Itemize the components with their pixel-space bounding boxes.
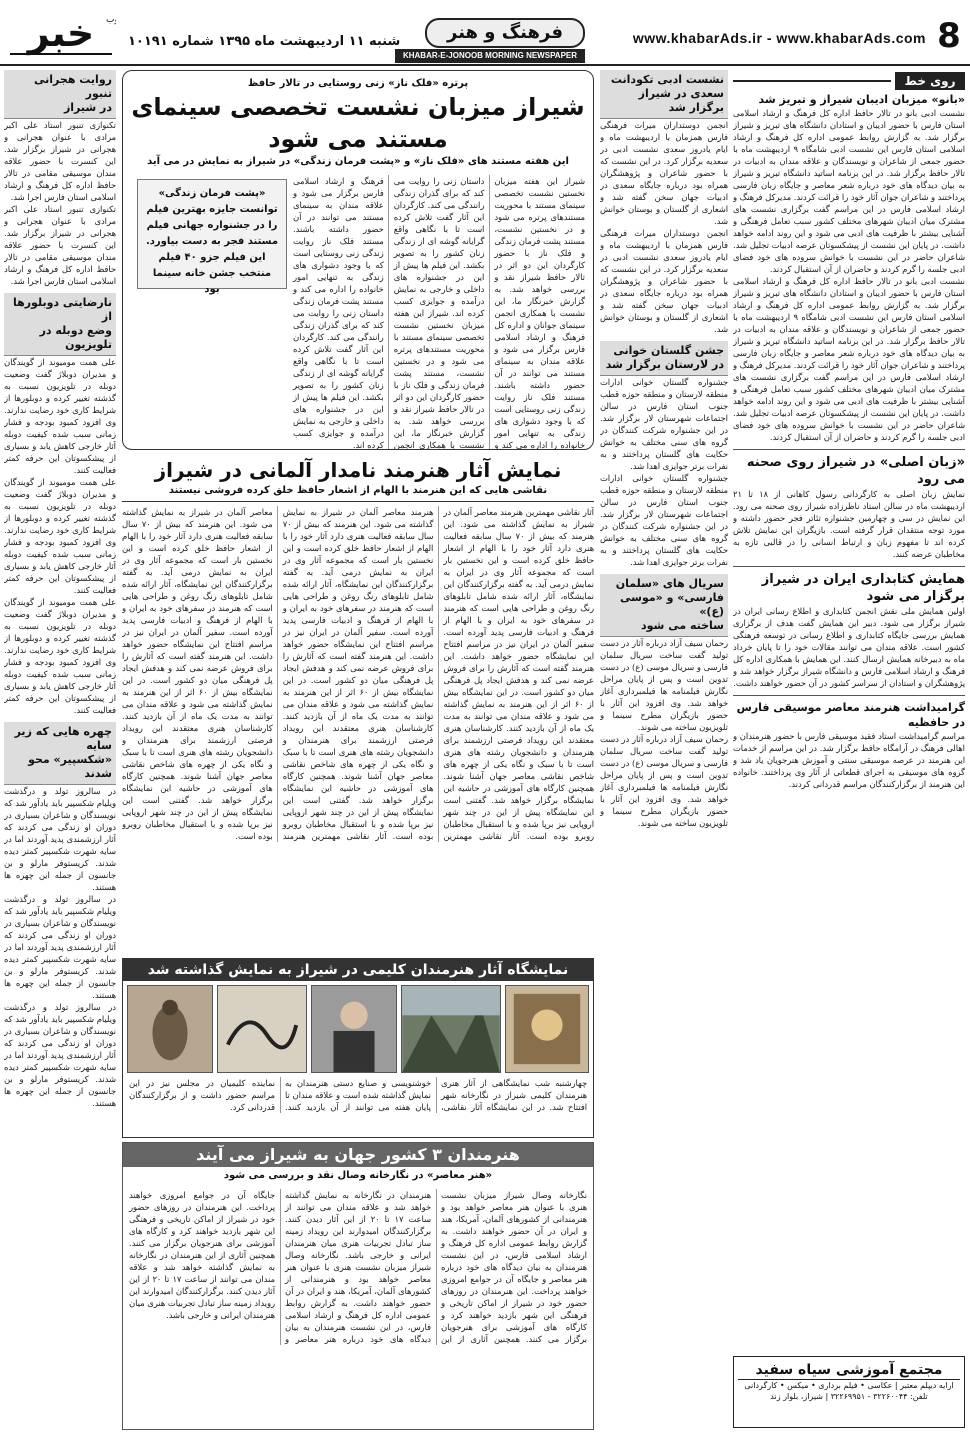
- ad-title: مجتمع آموزشی سیاه سفید: [738, 1361, 960, 1380]
- headline-line: در شیراز: [63, 101, 112, 114]
- news-body: در سالروز تولد و درگذشت ویلیام شکسپیر باید یادآور شد که نویسندگان و شاعران بسیاری در دوران او زندگی می کردند که آثار ارزشمندی پدید آوردند اما در سایه شهرت شکسپیر کمتر دیده شدند. کریستوفر مارلو و بن جانسون از جمله این چهره ها هستند.: [4, 786, 116, 892]
- main-headline: شیراز میزبان نشست تخصصی سینمای مستند می شود: [131, 93, 585, 153]
- fourth-body-text: نگارخانه وصال شیراز میزبان نشست هنری با عنوان هنر معاصر خواهد بود و هنرمندانی از کشورهای آلمان، آمریکا، هند و ایران در آن حضور خواهند داشت. به گزارش روابط عمومی اداره کل فرهنگ و ارشاد اسلامی فارس، در این نشست هنرمندان به بیان دیدگاه های خود درباره هنر معاصر و جایگاه آن در جوامع امروزی خواهند پرداخت. این هنرمندان در روزهای حضور خود در شیراز از اماکن تاریخی و فرهنگی این شهر بازدید خواهند کرد و کارگاه های آموزشی برای هنرجویان برگزار می کنند. همچنین آثاری از این هنرمندان در نگارخانه به نمایش گذاشته خواهد شد و علاقه مندان می توانند از ساعت ۱۷ تا ۲۰ از این آثار دیدن کنند. برگزارکنندگان امیدوارند این رویداد زمینه ساز تبادل تجربیات هنری میان هنرمندان ایرانی و خارجی باشد.: [285, 1190, 587, 1344]
- news-item: [600, 574, 728, 829]
- news-body: تکنوازی تنبور استاد علی اکبر مرادی با عنوان هجرانی و هجرانی در شیراز برگزار شد. این کنسرت با حضور علاقه مندان موسیقی مقامی در تالار حافظ اداره کل فرهنگ و ارشاد اسلامی استان فارس اجرا شد.: [4, 120, 116, 202]
- section-tag: [733, 70, 965, 92]
- left-column: [4, 70, 116, 1430]
- main-body: [293, 175, 585, 450]
- issue-date: شنبه ۱۱ اردیبهشت ماه ۱۳۹۵ شماره ۱۰۱۹۱: [128, 34, 401, 49]
- main-story: [122, 70, 594, 450]
- news-body: اولین همایش ملی نقش انجمن کتابداری و اطلاع رسانی ایران در شیراز برگزار می شود. دبیر این همایش گفت هدف از برگزاری همایش بررسی جایگاه کتابداری و اطلاع رسانی در توسعه فرهنگی کشور است. علاقه مندان می توانند مقالات خود را تا پایان خرداد ماه به دبیرخانه همایش ارسال کنند. این همایش با همکاری اداره کل فرهنگ و ارشاد اسلامی فارس و دانشگاه شیراز برگزار خواهد شد و پژوهشگران و استادان از سراسر کشور در آن حضور خواهند داشت.: [733, 606, 965, 688]
- news-item: [4, 70, 116, 287]
- news-headline: [600, 341, 728, 376]
- logo-graphic: [6, 6, 116, 60]
- news-item: [733, 454, 965, 560]
- second-body-text-cont: آثار نقاشی مهمترین هنرمند معاصر آلمان در شیراز به نمایش گذاشته می شود. این هنرمند که بیش از ۷۰ سال سابقه فعالیت هنری دارد آثار خود را با الهام از اشعار حافظ خلق کرده است و این نخستین بار است که مجموعه آثار وی در ایران به نمایش درمی آید. به گفته برگزارکنندگان این نمایشگاه، آثار ارائه شده شامل تابلوهای رنگ روغن و طراحی هایی است که هنرمند در سفرهای خود به ایران و با الهام از فرهنگ و ادبیات فارسی پدید آورده است. سفیر آلمان در ایران نیز در مراسم افتتاح این نمایشگاه حضور خواهد داشت. این هنرمند گفته است که آثارش را برای فروش عرضه نمی کند و هدفش ایجاد پل فرهنگی میان دو کشور است. در این نمایشگاه بیش از ۶۰ اثر از این هنرمند به نمایش گذاشته می شود و علاقه مندان می توانند به مدت یک ماه از آن بازدید کنند. کارشناسان هنری معتقدند این رویداد فرصتی ارزشمند برای هنرمندان و دانشجویان رشته های هنری است تا با سبک و نگاه یکی از چهره های شاخص نقاشی معاصر جهان آشنا شوند. همچنین کارگاه های آموزشی در حاشیه این نمایشگاه برگزار خواهد شد. گفتنی است این نمایشگاه پیش از این در چند شهر اروپایی نیز برپا شده و با استقبال مخاطبان روبرو بوده است.: [282, 507, 520, 841]
- artist-portrait-photo: [311, 985, 397, 1073]
- news-item: [733, 92, 965, 443]
- news-item: [4, 722, 116, 1109]
- section-title: فرهنگ و هنر: [425, 18, 585, 48]
- news-headline: «بانو» میزبان ادیبان شیراز و تبریز شد: [758, 93, 965, 106]
- second-story: [122, 456, 594, 956]
- landscape-painting-photo: [401, 985, 501, 1073]
- website-links[interactable]: www.khabarAds.ir - www.khabarAds.com: [632, 30, 926, 46]
- headline-line: چهره هایی که زیر سایه: [14, 725, 112, 752]
- advertisement[interactable]: [733, 1356, 965, 1428]
- news-body-cont2: در سالروز تولد و درگذشت ویلیام شکسپیر باید یادآور شد که نویسندگان و شاعران بسیاری در دوران او زندگی می کردند که آثار ارزشمندی پدید آوردند اما در سایه شهرت شکسپیر کمتر دیده شدند. کریستوفر مارلو و بن جانسون از جمله این چهره ها هستند.: [4, 1002, 116, 1108]
- news-body: علی همت مومیوند از گویندگان و مدیران دوبلاژ گفت وضعیت دوبله در تلویزیون نسبت به گذشته تغییر کرده و دوبلورها از شرایط کاری خود رضایت ندارند. وی افزود کمبود بودجه و فشار زمانی سبب شده کیفیت دوبله آثار خارجی کاهش یابد و بسیاری از پیشکسوتان این حرفه کمتر فعالیت کنند.: [4, 357, 116, 475]
- center-area: [122, 70, 594, 1430]
- fourth-body: [129, 1189, 587, 1345]
- second-headline: نمایش آثار هنرمند نامدار آلمانی در شیراز: [154, 458, 562, 482]
- pull-quote: «پشت فرمان زندگی» توانست جایزه بهترین فیلم را در جشنواره جهانی فیلم مستند فجر به دست بیاورد. این فیلم جزو ۴۰ فیلم منتخب جشن خانه سینما بود: [137, 179, 287, 289]
- news-headline: [4, 293, 116, 356]
- ad-services: ارایه دیپلم معتبر | عکاسی • فیلم برداری • میکس • کارگردانی: [744, 1381, 954, 1390]
- main-body-text-cont: شیراز این هفته میزبان نخستین نشست تخصصی سینمای مستند با محوریت مستندهای پرتره می شود و در نخستین نشست، مستند پشت فرمان زندگی و فلک ناز با حضور کارگردان این دو اثر در تالار حافظ شیراز نقد و بررسی خواهد شد. به گزارش خبرنگار ما، این نشست با همکاری انجمن فرهنگ و ارشاد اسلامی فارس برگزار می شود و علاقه مندان به سینمای مستند می توانند در آن حضور داشته باشند. مستند فلک ناز روایت زندگی زنی روستایی است که با وجود دشواری های زندگی به تنهایی امور خانواده را اداره می کند و مستند پشت فرمان زندگی داستان زنی را روایت می کند که برای گذران زندگی رانندگی می کند. کارگردان این آثار گفت تلاش کرده است تا با نگاهی واقع گرایانه گوشه ای از زندگی زنان کشور را به تصویر بکشد. این فیلم ها پیش از این در جشنواره های داخلی و خارجی به نمایش درآمده و جوایزی کسب کرده اند.: [293, 176, 485, 450]
- logo-wordmark: خبر: [27, 11, 95, 55]
- gallery-body: [123, 1075, 593, 1115]
- news-body-cont2: علی همت مومیوند از گویندگان و مدیران دوبلاژ گفت وضعیت دوبله در تلویزیون نسبت به گذشته تغییر کرده و دوبلورها از شرایط کاری خود رضایت ندارند. وی افزود کمبود بودجه و فشار زمانی سبب شده کیفیت دوبله آثار خارجی کاهش یابد و بسیاری از پیشکسوتان این حرفه کمتر فعالیت کنند.: [4, 597, 116, 715]
- news-headline: [600, 70, 728, 119]
- main-kicker: پرتره «فلک ناز» زنی روستایی در تالار حافظ: [247, 78, 469, 89]
- news-headline: گرامیداشت هنرمند معاصر موسیقی فارس در حافظیه: [736, 701, 965, 729]
- gallery-story: [122, 958, 594, 1138]
- news-body-cont: جشنواره گلستان خوانی ادارات منطقه لارستان و منطقه حوزه قطب جنوب استان فارس در سالن اجتماعات شهرستان لار برگزار شد. در این جشنواره شرکت کنندگان در گروه های سنی مختلف به خوانش حکایت های گلستان پرداختند و به نفرات برتر جوایزی اهدا شد.: [600, 473, 728, 567]
- calligraphy-photo: [217, 985, 307, 1073]
- masthead: [0, 0, 970, 66]
- fourth-body-text-cont: نگارخانه وصال شیراز میزبان نشست هنری با عنوان هنر معاصر خواهد بود و هنرمندانی از کشورهای آلمان، آمریکا، هند و ایران در آن حضور خواهند داشت. به گزارش روابط عمومی اداره کل فرهنگ و ارشاد اسلامی فارس، در این نشست هنرمندان به بیان دیدگاه های خود درباره هنر معاصر و جایگاه آن در جوامع امروزی خواهند پرداخت. این هنرمندان در روزهای حضور خود در شیراز از اماکن تاریخی و فرهنگی این شهر بازدید خواهند کرد و کارگاه های آموزشی برای هنرجویان برگزار می کنند. همچنین آثاری از این هنرمندان در نگارخانه به نمایش گذاشته خواهد شد و علاقه مندان می توانند از ساعت ۱۷ تا ۲۰ از این آثار دیدن کنند. برگزارکنندگان امیدوارند این رویداد زمینه ساز تبادل تجربیات هنری میان هنرمندان ایرانی و خارجی باشد.: [129, 1190, 431, 1344]
- headline-line: نشست ادبی تکودانت: [610, 73, 724, 86]
- news-body: نمایش زبان اصلی به کارگردانی رسول کاهانی از ۱۸ تا ۲۱ اردیبهشت ماه در سالن استاد ناظرزاده شیراز روی صحنه می رود. این نمایش در سی و چهارمین جشنواره تئاتر فجر حضور داشته و مورد توجه منتقدان قرار گرفته است. بازیگران این نمایش تلاش کرده اند تا مفهوم زبان و ارتباط انسانی را در قالبی تازه به مخاطبان عرضه کنند.: [733, 489, 965, 559]
- fourth-subhead: «هنر معاصر» در نگارخانه وصال نقد و بررسی می شود: [223, 1170, 493, 1181]
- second-body-text: آثار نقاشی مهمترین هنرمند معاصر آلمان در شیراز به نمایش گذاشته می شود. این هنرمند که بیش از ۷۰ سال سابقه فعالیت هنری دارد آثار خود را با الهام از اشعار حافظ خلق کرده است و این نخستین بار است که مجموعه آثار وی در ایران به نمایش درمی آید. به گفته برگزارکنندگان این نمایشگاه، آثار ارائه شده شامل تابلوهای رنگ روغن و طراحی هایی است که هنرمند در سفرهای خود به ایران و با الهام از فرهنگ و ادبیات فارسی پدید آورده است. سفیر آلمان در ایران نیز در مراسم افتتاح این نمایشگاه حضور خواهد داشت. این هنرمند گفته است که آثارش را برای فروش عرضه نمی کند و هدفش ایجاد پل فرهنگی میان دو کشور است. در این نمایشگاه بیش از ۶۰ اثر از این هنرمند به نمایش گذاشته می شود و علاقه مندان می توانند به مدت یک ماه از آن بازدید کنند. کارشناسان هنری معتقدند این رویداد فرصتی ارزشمند برای هنرمندان و دانشجویان رشته های هنری است تا با سبک و نگاه یکی از چهره های شاخص نقاشی معاصر جهان آشنا شوند. همچنین کارگاه های آموزشی در حاشیه این نمایشگاه برگزار خواهد شد. گفتنی است این نمایشگاه پیش از این در چند شهر اروپایی نیز برپا شده و با استقبال مخاطبان روبرو بوده است.: [443, 507, 594, 841]
- photo-strip: [123, 985, 593, 1075]
- second-subhead: نقاشی هایی که این هنرمند با الهام از اشعار حافظ خلق کرده فروشی نیستند: [122, 484, 594, 502]
- divider: [733, 449, 965, 450]
- headline-line: فارسی» و «موسی (ع)»: [620, 591, 724, 618]
- news-headline: [4, 722, 116, 785]
- news-item: [733, 700, 965, 790]
- news-item: [733, 571, 965, 689]
- ad-contact: تلفن: ۳۲۲۶۰۰۴۴ - ۳۲۲۶۹۹۵۱ | شیراز، بلوار زند: [770, 1392, 928, 1401]
- news-body: مراسم گرامیداشت استاد فقید موسیقی فارس با حضور هنرمندان و اهالی فرهنگ در آرامگاه حافظ برگزار شد. در این مراسم از خدمات این هنرمند در عرصه موسیقی سنتی و آموزش هنرجویان یاد شد و گروه های موسیقی به اجرای قطعاتی از آثار وی پرداختند. خانواده این هنرمند از برگزارکنندگان مراسم قدردانی کردند.: [733, 731, 965, 789]
- headline-line: وضع دوبله در تلویزیون: [39, 324, 112, 351]
- headline-line: «شکسپیر» محو شدند: [28, 753, 112, 780]
- second-body: [122, 506, 594, 842]
- news-headline: همایش کتابداری ایران در شیراز برگزار می شود: [761, 572, 965, 604]
- news-item: [600, 70, 728, 335]
- news-body: انجمن دوستداران میراث فرهنگی فارس همزمان با اردیبهشت ماه و ایام یادروز سعدی نشست ادبی در سعدیه برگزار کرد. در این نشست که با حضور شاعران و پژوهشگران همراه بود درباره جایگاه سعدی در ادبیات جهان سخن گفته شد و اشعاری از گلستان و بوستان خوانش شد.: [600, 120, 728, 226]
- headline-line: نارضایتی دوبلورها از: [12, 296, 112, 323]
- main-body-text: شیراز این هفته میزبان نخستین نشست تخصصی سینمای مستند با محوریت مستندهای پرتره می شود و در نخستین نشست، مستند پشت فرمان زندگی و فلک ناز با حضور کارگردان این دو اثر در تالار حافظ شیراز نقد و بررسی خواهد شد. به گزارش خبرنگار ما، این نشست با همکاری انجمن سینمای جوانان و اداره کل فرهنگ و ارشاد اسلامی فارس برگزار می شود و علاقه مندان به سینمای مستند می توانند در آن حضور داشته باشند. مستند فلک ناز روایت زندگی زنی روستایی است که با وجود دشواری های زندگی به تنهایی امور خانواده را اداره می کند و داستان زنی را روایت می کند که برای گذران زندگی رانندگی می کند. کارگردان این آثار گفت تلاش کرده است تا با نگاهی واقع گرایانه گوشه ای از زندگی زنان کشور را به تصویر بکشد. این فیلم ها پیش از این در جشنواره های داخلی و خارجی به نمایش درآمده و جوایزی کسب کرده اند.: [393, 176, 585, 450]
- divider: [733, 566, 965, 567]
- fourth-headline: هنرمندان ۳ کشور جهان به شیراز می آیند: [123, 1143, 593, 1167]
- section-tag-label: روی خط: [895, 72, 965, 90]
- right-column-2: [600, 70, 728, 1430]
- news-body: رحمان سیف آزاد درباره آثار در دست تولید گفت ساخت سریال سلمان فارسی و سریال موسی (ع) در دست تدوین است و پس از پایان مراحل نگارش فیلمنامه ها فیلمبرداری آغاز خواهد شد. وی افزود این آثار با حضور بازیگران مطرح سینما و تلویزیون ساخته می شوند.: [600, 638, 728, 732]
- headline-line: جشن گلستان خوانی: [613, 344, 724, 357]
- right-column: [733, 70, 965, 1430]
- headline-line: سریال های «سلمان: [615, 577, 724, 590]
- news-body-cont: تکنوازی تنبور استاد علی اکبر مرادی با عنوان هجرانی و هجرانی در شیراز برگزار شد. این کنسرت با حضور علاقه مندان موسیقی مقامی در تالار حافظ اداره کل فرهنگ و ارشاد اسلامی استان فارس اجرا شد.: [4, 204, 116, 286]
- fourth-story: [122, 1142, 594, 1430]
- news-body-cont: رحمان سیف آزاد درباره آثار در دست تولید گفت ساخت سریال سلمان فارسی و سریال موسی (ع) در دست تدوین است و پس از پایان مراحل نگارش فیلمنامه ها فیلمبرداری آغاز خواهد شد. وی افزود این آثار با حضور بازیگران مطرح سینما و تلویزیون ساخته می شوند.: [600, 734, 728, 828]
- news-body-cont: در سالروز تولد و درگذشت ویلیام شکسپیر باید یادآور شد که نویسندگان و شاعران بسیاری در دوران او زندگی می کردند که آثار ارزشمندی پدید آوردند اما در سایه شهرت شکسپیر کمتر دیده شدند. کریستوفر مارلو و بن جانسون از جمله این چهره ها هستند.: [4, 894, 116, 1000]
- news-body: جشنواره گلستان خوانی ادارات منطقه لارستان و منطقه حوزه قطب جنوب استان فارس در سالن اجتماعات شهرستان لار برگزار شد. در این جشنواره شرکت کنندگان در گروه های سنی مختلف به خوانش حکایت های گلستان پرداختند و به نفرات برتر جوایزی اهدا شد.: [600, 377, 728, 471]
- news-item: [4, 293, 116, 716]
- second-body-text-cont2: آثار نقاشی مهمترین هنرمند معاصر آلمان در شیراز به نمایش گذاشته می شود. این هنرمند که بیش از ۷۰ سال سابقه فعالیت هنری دارد آثار خود را با الهام از اشعار حافظ خلق کرده است و این نخستین بار است که مجموعه آثار وی در ایران به نمایش درمی آید. به گفته برگزارکنندگان این نمایشگاه، آثار ارائه شده شامل تابلوهای رنگ روغن و طراحی هایی است که هنرمند در سفرهای خود به ایران و با الهام از فرهنگ و ادبیات فارسی پدید آورده است. سفیر آلمان در ایران نیز در مراسم افتتاح این نمایشگاه حضور خواهد داشت. این هنرمند گفته است که آثارش را برای فروش عرضه نمی کند و هدفش ایجاد پل فرهنگی میان دو کشور است. در این نمایشگاه بیش از ۶۰ اثر از این هنرمند به نمایش گذاشته می شود و علاقه مندان می توانند به مدت یک ماه از آن بازدید کنند. کارشناسان هنری معتقدند این رویداد فرصتی ارزشمند برای هنرمندان و دانشجویان رشته های هنری است تا با سبک و نگاه یکی از چهره های شاخص نقاشی معاصر جهان آشنا شوند. همچنین کارگاه های آموزشی در حاشیه این نمایشگاه برگزار خواهد شد. گفتنی است این نمایشگاه پیش از این در چند شهر اروپایی نیز برپا شده و با استقبال مخاطبان روبرو بوده است.: [122, 507, 387, 841]
- english-subtitle-bar: KHABAR-E-JONOOB MORNING NEWSPAPER: [395, 49, 585, 63]
- news-body-cont: انجمن دوستداران میراث فرهنگی فارس همزمان با اردیبهشت ماه و ایام یادروز سعدی نشست ادبی در سعدیه برگزار کرد. در این نشست که با حضور شاعران و پژوهشگران همراه بود درباره جایگاه سعدی در ادبیات جهان سخن گفته شد و اشعاری از گلستان و بوستان خوانش شد.: [600, 228, 728, 334]
- divider: [733, 695, 965, 696]
- main-subhead: این هفته مستند های «فلک ناز» و «پشت فرمان زندگی» در شیراز به نمایش در می آید: [147, 156, 569, 167]
- headline-line: سعدی در شیراز برگزار شد: [638, 87, 724, 114]
- bird-painting-photo: [127, 985, 213, 1073]
- news-headline: «زبان اصلی» در شیراز روی صحنه می رود: [746, 455, 965, 487]
- logo-sub: ب: [106, 15, 115, 25]
- news-body: نشست ادبی بانو در تالار حافظ اداره کل فرهنگ و ارشاد اسلامی استان فارس با حضور ادیبان و استادان دانشگاه های تبریز و شیراز برگزار شد. به گزارش روابط عمومی اداره کل فرهنگ و ارشاد اسلامی استان فارس این نشست ادبی شامگاه ۹ اردیبهشت ماه با حضور جمعی از شاعران و نویسندگان و علاقه مندان به ادبیات در تالار حافظ برگزار شد. در این برنامه اساتید دانشگاه تبریز و شیراز به بیان دیدگاه های خود درباره شعر معاصر و جایگاه زبان فارسی پرداختند و شاعران جوان آثار خود را قرائت کردند. مدیرکل فرهنگ و ارشاد اسلامی فارس در این مراسم گفت برگزاری نشست های مشترک میان ادیبان شهرهای مختلف کشور سبب تعامل فرهنگی و آشنایی بیشتر با ظرفیت های ادبی می شود و این روند ادامه خواهد داشت. در پایان این نشست از پیشکسوتان عرصه ادبیات تجلیل شد. شاعران حاضر در این نشست با خوانش سروده های خود فضای ادبی جلسه را گرم کردند و حاضران از آن استقبال کردند.: [733, 108, 965, 274]
- divider: [733, 80, 891, 82]
- headline-line: ساخته می شود: [641, 619, 724, 632]
- page-number: 8: [937, 16, 961, 56]
- painting-photo: [505, 985, 589, 1073]
- headline-line: در لارستان برگزار شد: [605, 358, 724, 371]
- gallery-body-text: چهارشنبه شب نمایشگاهی از آثار هنری هنرمندان کلیمی شیراز در نگارخانه شهر افتتاح شد. در این نمایشگاه آثار نقاشی، خوشنویسی و صنایع دستی هنرمندان به نمایش گذاشته شده است و علاقه مندان تا پایان هفته می توانند از آن بازدید کنند. نماینده کلیمیان در مجلس نیز در این مراسم حضور داشت و از برگزارکنندگان قدردانی کرد.: [129, 1078, 587, 1112]
- news-body-cont: نشست ادبی بانو در تالار حافظ اداره کل فرهنگ و ارشاد اسلامی استان فارس با حضور ادیبان و استادان دانشگاه های تبریز و شیراز برگزار شد. به گزارش روابط عمومی اداره کل فرهنگ و ارشاد اسلامی استان فارس این نشست ادبی شامگاه ۹ اردیبهشت ماه با حضور جمعی از شاعران و نویسندگان و علاقه مندان به ادبیات در تالار حافظ برگزار شد. در این برنامه اساتید دانشگاه تبریز و شیراز به بیان دیدگاه های خود درباره شعر معاصر و جایگاه زبان فارسی پرداختند و شاعران جوان آثار خود را قرائت کردند. مدیرکل فرهنگ و ارشاد اسلامی فارس در این مراسم گفت برگزاری نشست های مشترک میان ادیبان شهرهای مختلف کشور سبب تعامل فرهنگی و آشنایی بیشتر با ظرفیت های ادبی می شود و این روند ادامه خواهد داشت. در پایان این نشست از پیشکسوتان عرصه ادبیات تجلیل شد. شاعران حاضر در این نشست با خوانش سروده های خود فضای ادبی جلسه را گرم کردند و حاضران از آن استقبال کردند.: [733, 276, 965, 442]
- news-headline: [600, 574, 728, 637]
- newspaper-logo: [6, 6, 116, 60]
- news-body-cont: علی همت مومیوند از گویندگان و مدیران دوبلاژ گفت وضعیت دوبله در تلویزیون نسبت به گذشته تغییر کرده و دوبلورها از شرایط کاری خود رضایت ندارند. وی افزود کمبود بودجه و فشار زمانی سبب شده کیفیت دوبله آثار خارجی کاهش یابد و بسیاری از پیشکسوتان این حرفه کمتر فعالیت کنند.: [4, 477, 116, 595]
- headline-line: روایت هجرانی تنبور: [34, 73, 112, 100]
- news-item: [600, 341, 728, 568]
- gallery-headline: نمایشگاه آثار هنرمندان کلیمی در شیراز به نمایش گذاشته شد: [123, 959, 593, 981]
- news-headline: [4, 70, 116, 119]
